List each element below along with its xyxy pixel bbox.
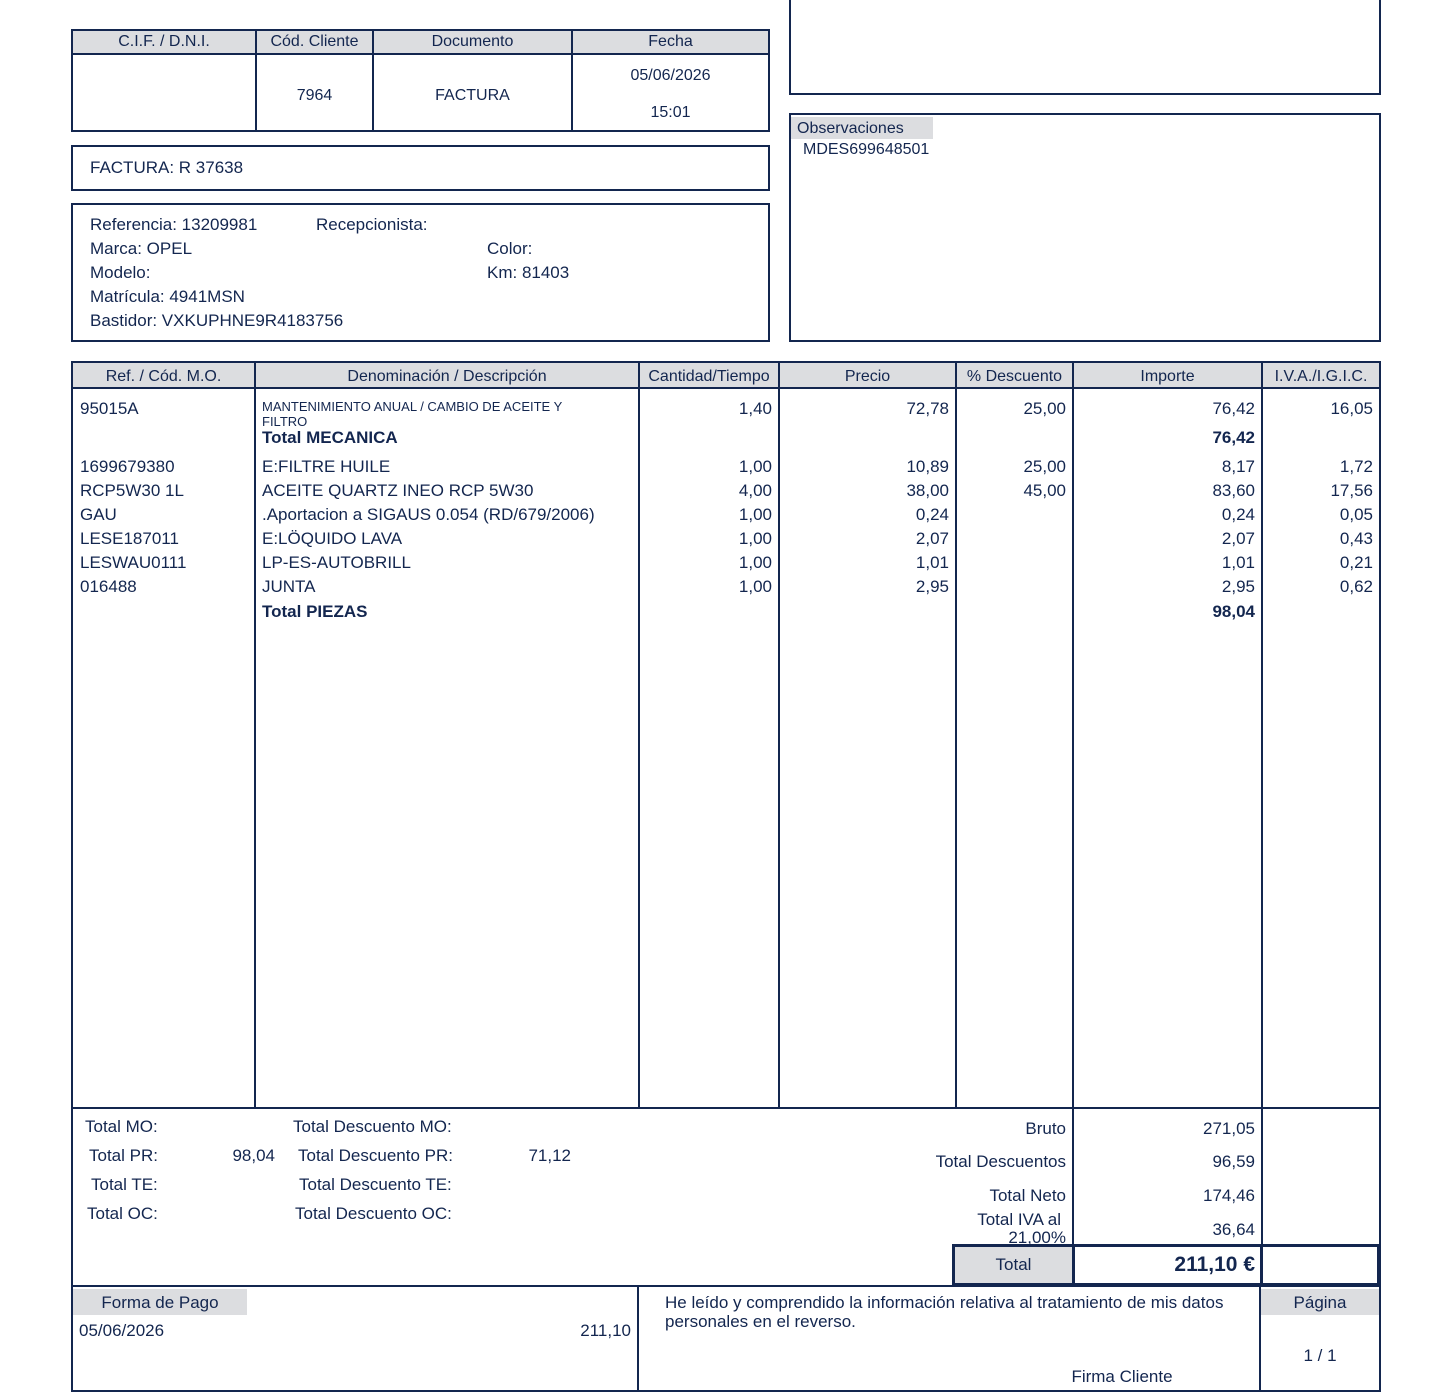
pagina-value: 1 / 1 [1303,1346,1337,1365]
table-row-iva: 1,72 [1339,457,1373,476]
cif-header: C.I.F. / D.N.I. [73,31,255,53]
table-row-ref: RCP5W30 1L [80,481,184,500]
table-row-importe: 1,01 [1221,553,1255,572]
table-row-ref: 016488 [80,577,137,596]
total-piezas-label: Total PIEZAS [262,602,368,621]
total-iva-label: Total IVA al [977,1210,1061,1229]
color: Color: [487,239,533,258]
fecha-value: 05/06/2026 [630,67,711,84]
fecha-header: Fecha [573,31,768,53]
km: Km: 81403 [487,263,570,282]
table-row-ref: 1699679380 [80,457,175,476]
matricula: Matrícula: 4941MSN [90,287,245,306]
factura-number: FACTURA: R 37638 [90,158,244,177]
total-descuento-pr-label: Total Descuento PR: [298,1146,453,1165]
row1-cant: 1,40 [738,399,772,418]
iva-header: I.V.A./I.G.I.C. [1274,368,1368,385]
table-row-cant: 1,00 [738,553,772,572]
table-row-ref: LESWAU0111 [80,553,187,572]
referencia: Referencia: 13209981 [90,215,258,234]
table-row-desc: E:FILTRE HUILE [262,457,391,476]
table-row-importe: 2,95 [1221,577,1255,596]
documento-header: Documento [374,31,571,53]
document-header-table [71,29,770,132]
table-row-iva: 0,21 [1339,553,1373,572]
total-descuento-oc-label: Total Descuento OC: [295,1204,452,1223]
table-row-desc: LP-ES-AUTOBRILL [262,553,411,572]
desc-header: Denominación / Descripción [347,368,547,385]
grand-total-row [952,1244,1380,1286]
bruto-label: Bruto [1025,1119,1066,1138]
table-row-desc: JUNTA [262,577,316,596]
total-mo-label: Total MO: [85,1117,158,1136]
modelo: Modelo: [90,263,151,282]
total-iva-rate: 21,00% [1008,1228,1066,1247]
bastidor: Bastidor: VXKUPHNE9R4183756 [90,311,344,330]
vehicle-info-box [71,203,770,342]
cliente-value: 7964 [296,87,333,104]
documento-value: FACTURA [435,87,510,104]
cantidad-header: Cantidad/Tiempo [648,368,770,385]
table-row-precio: 2,07 [915,529,949,548]
pagina-label: Página [1261,1289,1379,1315]
row1-iva: 16,05 [1330,399,1373,418]
observaciones-label: Observaciones [791,117,933,139]
table-row-iva: 17,56 [1330,481,1373,500]
total-descuento-te-label: Total Descuento TE: [299,1175,452,1194]
total-label: Total [955,1247,1072,1283]
table-row-iva: 0,62 [1339,577,1373,596]
total-descuentos-label: Total Descuentos [935,1152,1066,1171]
total-iva-value: 36,64 [1212,1220,1255,1239]
firma-cliente-label: Firma Cliente [1071,1367,1173,1386]
observaciones-box [789,113,1381,342]
total-piezas-value: 98,04 [1212,602,1255,621]
privacy-line-1: He leído y comprendido la información relativa al tratamiento de mis datos [665,1293,1224,1312]
total-te-label: Total TE: [91,1175,158,1194]
table-row-cant: 1,00 [738,505,772,524]
table-row-ref: GAU [80,505,117,524]
table-row-precio: 38,00 [906,481,949,500]
total-mecanica-label: Total MECANICA [262,428,398,447]
cliente-header: Cód. Cliente [257,31,372,53]
table-row-precio: 10,89 [906,457,949,476]
table-row-ref: LESE187011 [80,529,179,548]
lines-table [71,361,1381,1392]
row1-ref: 95015A [80,399,139,418]
pago-fecha: 05/06/2026 [79,1321,165,1340]
forma-pago-label: Forma de Pago [73,1289,247,1315]
table-row-iva: 0,43 [1339,529,1373,548]
table-row-cant: 1,00 [738,457,772,476]
table-row-precio: 1,01 [915,553,949,572]
table-row-desc: .Aportacion a SIGAUS 0.054 (RD/679/2006) [262,505,595,524]
table-row-cant: 1,00 [738,529,772,548]
table-row-desc: E:LÖQUIDO LAVA [262,529,403,548]
table-row-cant: 1,00 [738,577,772,596]
observaciones-text: MDES699648501 [803,141,930,158]
table-row-importe: 0,24 [1221,505,1255,524]
row1-desc-line1: MANTENIMIENTO ANUAL / CAMBIO DE ACEITE Y [262,399,563,414]
table-row-importe: 8,17 [1221,457,1255,476]
row1-dto: 25,00 [1023,399,1066,418]
total-descuento-mo-label: Total Descuento MO: [293,1117,452,1136]
total-pr-label: Total PR: [89,1146,158,1165]
table-row-dto: 25,00 [1023,457,1066,476]
table-row-importe: 2,07 [1221,529,1255,548]
total-neto-label: Total Neto [989,1186,1066,1205]
total-descuentos-value: 96,59 [1212,1152,1255,1171]
total-value: 211,10 € [1174,1253,1255,1276]
total-pr-value: 98,04 [232,1146,275,1165]
table-row-desc: ACEITE QUARTZ INEO RCP 5W30 [262,481,534,500]
address-box [789,0,1381,95]
table-row-precio: 0,24 [915,505,949,524]
importe-header: Importe [1140,368,1195,385]
total-mecanica-value: 76,42 [1212,428,1255,447]
marca: Marca: OPEL [90,239,193,258]
table-row-dto: 45,00 [1023,481,1066,500]
table-row-cant: 4,00 [738,481,772,500]
precio-header: Precio [844,368,891,385]
recepcionista: Recepcionista: [316,215,428,234]
ref-header: Ref. / Cód. M.O. [105,368,222,385]
table-row-iva: 0,05 [1339,505,1373,524]
row1-precio: 72,78 [906,399,949,418]
row1-importe: 76,42 [1212,399,1255,418]
pago-importe: 211,10 [580,1321,631,1340]
bruto-value: 271,05 [1203,1119,1255,1138]
total-descuento-pr-value: 71,12 [528,1146,571,1165]
table-row-precio: 2,95 [915,577,949,596]
table-row-importe: 83,60 [1212,481,1255,500]
descuento-header: % Descuento [966,368,1063,385]
total-oc-label: Total OC: [87,1204,158,1223]
hora-value: 15:01 [650,104,691,121]
total-neto-value: 174,46 [1203,1186,1255,1205]
row1-desc-line2: FILTRO [262,414,308,429]
privacy-line-2: personales en el reverso. [665,1312,856,1331]
factura-box [71,145,770,191]
